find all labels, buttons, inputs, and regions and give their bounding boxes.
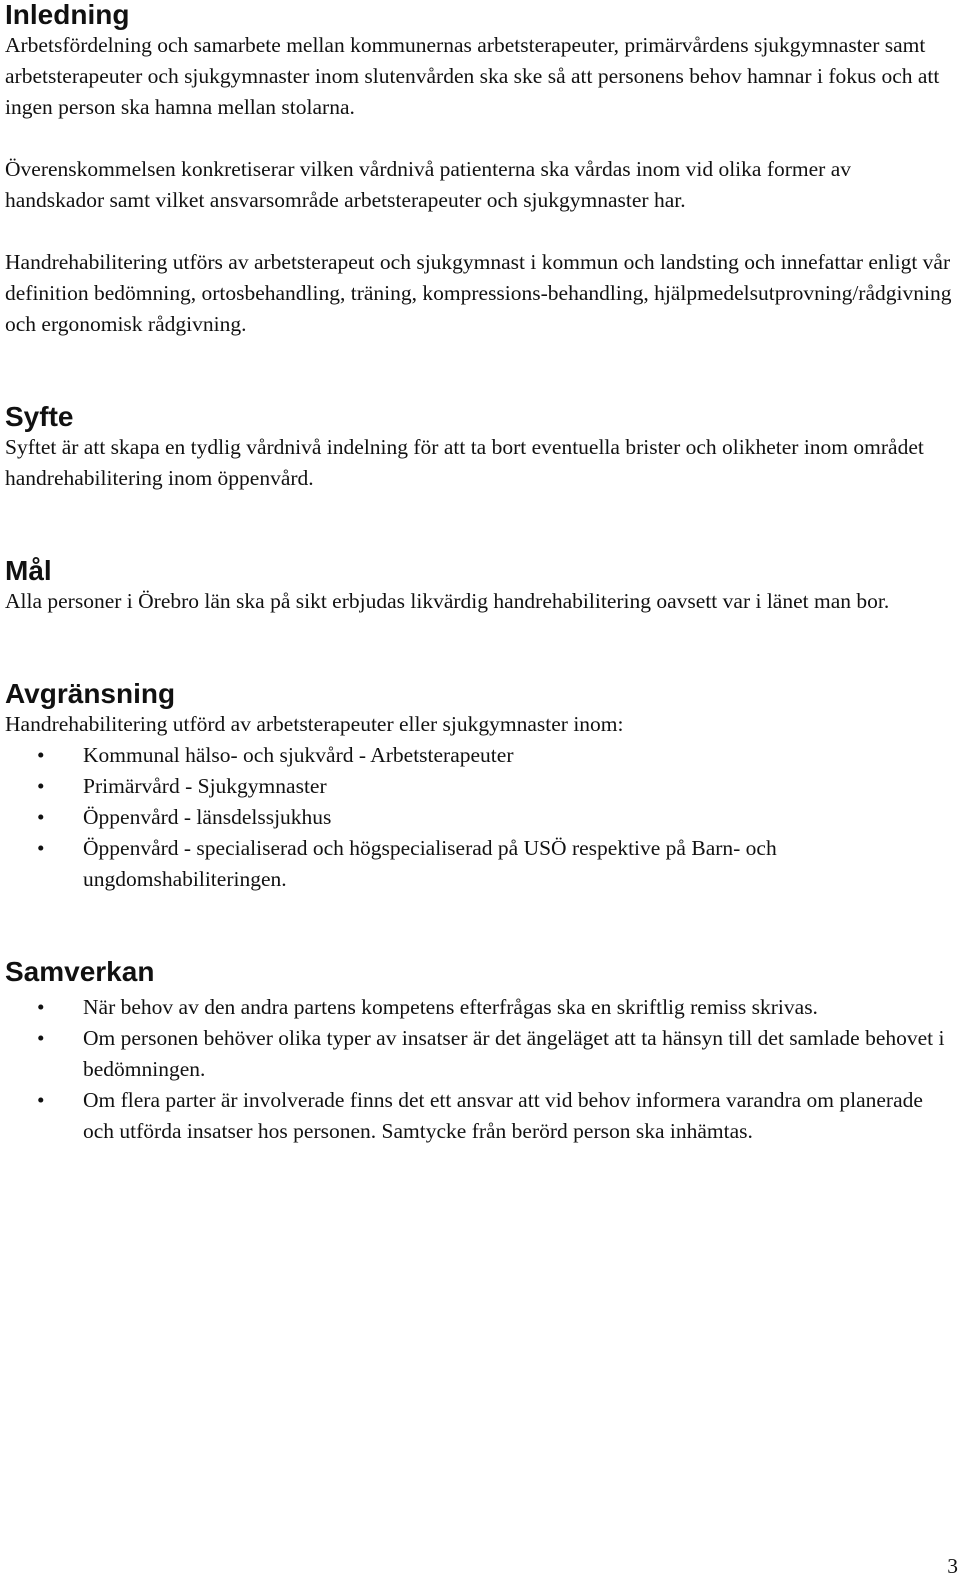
heading-mal: Mål [5, 555, 52, 586]
list-item [5, 833, 955, 895]
inledning-paragraph-2: Överenskommelsen konkretiserar vilken vårdnivå patienterna ska vårdas inom vid olika former av handskador samt vilket ansvarsområde arbetsterapeuter och sjukgymnaster har. [5, 157, 851, 212]
inledning-paragraph-1: Arbetsfördelning och samarbete mellan kommunernas arbetsterapeuter, primärvårdens sjukgymnaster samt arbetsterapeuter och sjukgymnaster inom slutenvården ska ske så att personens behov hamnar i fokus och att ingen person ska hamna mellan stolarna. [5, 33, 940, 119]
bullet-icon: • [37, 836, 45, 860]
heading-inledning: Inledning [5, 0, 130, 30]
bullet-icon: • [37, 1088, 45, 1112]
mal-paragraph: Alla personer i Örebro län ska på sikt erbjudas likvärdig handrehabilitering oavsett var i länet man bor. [5, 589, 890, 613]
heading-syfte: Syfte [5, 401, 74, 432]
heading-avgransning: Avgränsning [5, 678, 176, 709]
inledning-paragraph-3: Handrehabilitering utförs av arbetsterapeut och sjukgymnast i kommun och landsting och innefattar enligt vår definition bedömning, ortosbehandling, träning, kompressions-behandling, hjälpmedelsutprovning/rådgivning och ergonomisk rådgivning. [5, 250, 952, 336]
page-number: 3 [947, 1554, 958, 1578]
bullet-icon: • [37, 805, 45, 829]
bullet-icon: • [37, 743, 45, 767]
list-item-text: Primärvård - Sjukgymnaster [83, 774, 327, 798]
bullet-icon: • [37, 774, 45, 798]
list-item-text: Öppenvård - specialiserad och högspecialiserad på USÖ respektive på Barn- och ungdomshabiliteringen. [83, 836, 777, 891]
list-item [5, 802, 955, 833]
list-item [5, 992, 955, 1023]
heading-samverkan: Samverkan [5, 956, 155, 987]
list-item-text: Om flera parter är involverade finns det ett ansvar att vid behov informera varandra om planerade och utförda insatser hos personen. Samtycke från berörd person ska inhämtas. [83, 1088, 923, 1143]
list-item [5, 1023, 955, 1085]
list-item [5, 771, 955, 802]
bullet-icon: • [37, 1026, 45, 1050]
document-page [5, 0, 955, 1147]
syfte-paragraph: Syftet är att skapa en tydlig vårdnivå indelning för att ta bort eventuella brister och olikheter inom området handrehabilitering inom öppenvård. [5, 435, 924, 490]
avgransning-list [5, 740, 955, 895]
avgransning-intro: Handrehabilitering utförd av arbetsterapeuter eller sjukgymnaster inom: [5, 712, 624, 736]
list-item-text: Om personen behöver olika typer av insatser är det ängeläget att ta hänsyn till det samlade behovet i bedömningen. [83, 1026, 945, 1081]
list-item [5, 740, 955, 771]
bullet-icon: • [37, 995, 45, 1019]
list-item-text: Öppenvård - länsdelssjukhus [83, 805, 332, 829]
samverkan-list [5, 992, 955, 1147]
list-item-text: När behov av den andra partens kompetens efterfrågas ska en skriftlig remiss skrivas. [83, 995, 818, 1019]
list-item-text: Kommunal hälso- och sjukvård - Arbetsterapeuter [83, 743, 514, 767]
list-item [5, 1085, 955, 1147]
